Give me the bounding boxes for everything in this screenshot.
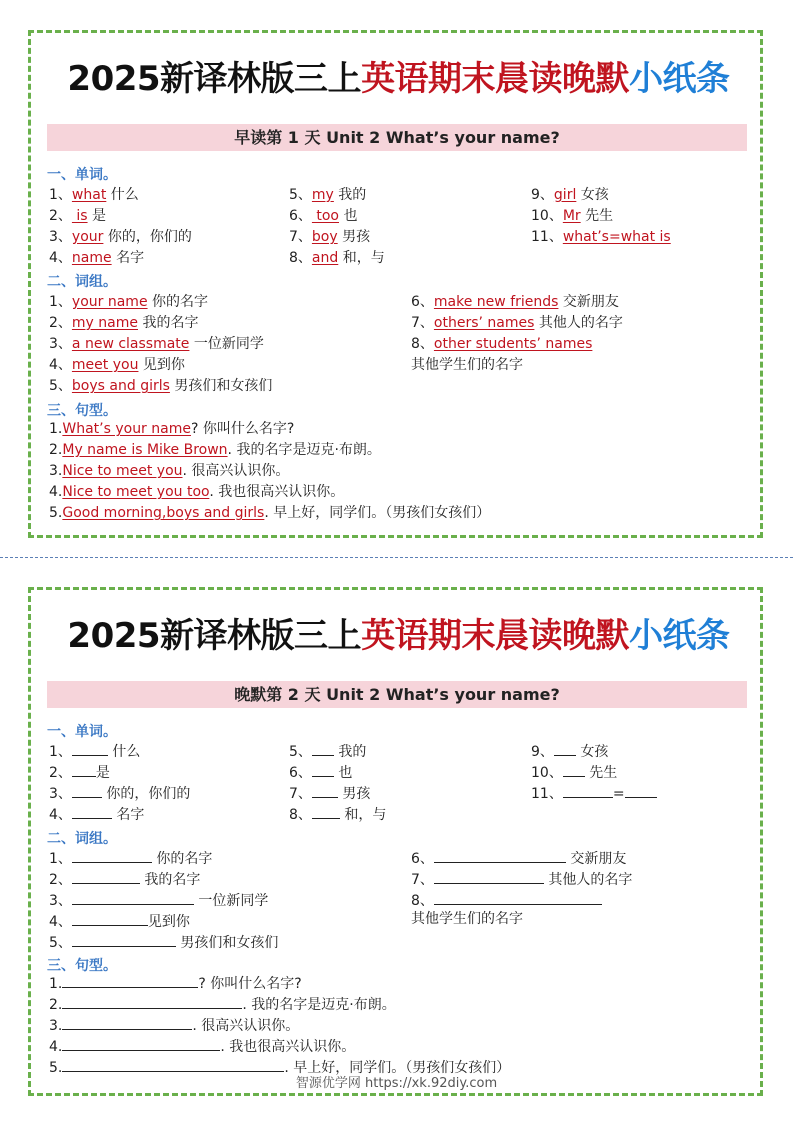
item-number: 2、 [49, 315, 72, 331]
sentence-item [49, 418, 294, 438]
item-number: 8、 [411, 893, 434, 909]
answer-text: others’ names [433, 315, 535, 331]
title-part-black: 2025新译林版三上 [67, 59, 362, 99]
word-item [49, 226, 192, 246]
answer-blank [312, 762, 334, 777]
item-number: 1. [49, 976, 63, 992]
section-words: 一、单词。 [47, 724, 117, 740]
item-meaning: 其他学生们的名字 [411, 357, 523, 373]
sentence-item [49, 1036, 355, 1056]
item-number: 10、 [531, 208, 563, 224]
item-number: 4、 [49, 357, 72, 373]
answer-text: other students’ names [433, 336, 593, 352]
answer-text: a new classmate [71, 336, 190, 352]
answer-blank [72, 911, 148, 926]
item-meaning: = [612, 786, 625, 802]
answer-text: what [71, 187, 107, 203]
item-meaning: 是 [87, 208, 107, 224]
section-sentences: 三、句型。 [47, 403, 117, 419]
item-meaning: 其他学生们的名字 [411, 911, 523, 927]
title-part-red: 英语期末晨读晚默 [361, 59, 630, 99]
day-banner: 晚默第 2 天 Unit 2 What’s your name? [47, 681, 747, 708]
item-meaning: 其他人的名字 [543, 872, 633, 888]
answer-blank [62, 973, 198, 988]
item-meaning: 和，与 [339, 807, 387, 823]
item-meaning: . 我也很高兴认识你。 [220, 1039, 356, 1055]
answer-blank [434, 869, 544, 884]
answer-text: My name is Mike Brown [62, 442, 228, 458]
cut-line [0, 557, 793, 558]
item-meaning: . 我的名字是迈克·布朗。 [242, 997, 396, 1013]
item-number: 3. [49, 463, 63, 479]
answer-text: Mr [562, 208, 581, 224]
word-item [289, 226, 370, 246]
item-number: 11、 [531, 229, 563, 245]
item-number: 5. [49, 505, 63, 521]
word-item [289, 741, 366, 761]
phrase-item [49, 932, 278, 952]
item-number: 5. [49, 1060, 63, 1076]
answer-text: Nice to meet you [62, 463, 183, 479]
word-item [49, 804, 144, 824]
answer-text: too [311, 208, 339, 224]
section-words: 一、单词。 [47, 167, 117, 183]
item-meaning: 你的，你们的 [101, 786, 191, 802]
item-meaning: ? 你叫什么名字? [190, 421, 295, 437]
item-number: 6、 [411, 294, 434, 310]
item-meaning: 和，与 [338, 250, 385, 266]
phrase-item [411, 869, 632, 889]
item-number: 1、 [49, 294, 72, 310]
item-meaning: 我的 [333, 187, 367, 203]
morning-reading-card [28, 30, 763, 538]
item-meaning: 女孩 [575, 744, 609, 760]
answer-text: my name [71, 315, 138, 331]
phrase-item [411, 890, 602, 910]
sentence-item [49, 973, 302, 993]
item-number: 3、 [49, 229, 72, 245]
item-number: 3、 [49, 336, 72, 352]
answer-blank [312, 783, 338, 798]
answer-blank [72, 741, 108, 756]
word-item [289, 762, 352, 782]
item-meaning: 什么 [107, 744, 141, 760]
item-number: 5、 [289, 187, 312, 203]
phrase-item [49, 291, 208, 311]
sentence-item [49, 994, 396, 1014]
card-title [31, 51, 766, 100]
item-number: 9、 [531, 744, 554, 760]
answer-blank [72, 762, 96, 777]
item-meaning: 交新朋友 [558, 294, 619, 310]
item-number: 3、 [49, 893, 72, 909]
item-number: 2、 [49, 208, 72, 224]
sentence-item [49, 460, 289, 480]
answer-text: and [311, 250, 339, 266]
answer-blank [312, 741, 334, 756]
word-item [49, 741, 140, 761]
item-meaning: . 我也很高兴认识你。 [209, 484, 345, 500]
item-number: 6、 [411, 851, 434, 867]
answer-blank [62, 1036, 220, 1051]
word-item [49, 762, 110, 782]
item-meaning: 你的，你们的 [103, 229, 192, 245]
item-meaning: 男孩 [337, 229, 371, 245]
phrase-item [49, 890, 268, 910]
answer-blank [563, 762, 585, 777]
sentence-item [49, 502, 490, 522]
item-meaning: 先生 [580, 208, 614, 224]
item-meaning: 男孩们和女孩们 [169, 378, 273, 394]
phrase-item [411, 291, 619, 311]
item-meaning: 其他人的名字 [534, 315, 623, 331]
item-meaning: 见到你 [138, 357, 185, 373]
item-number: 7、 [411, 872, 434, 888]
answer-text: is [71, 208, 88, 224]
item-meaning: 男孩们和女孩们 [175, 935, 279, 951]
answer-blank [554, 741, 576, 756]
sentence-item [49, 1015, 299, 1035]
phrase-item [49, 911, 190, 931]
word-item [49, 783, 190, 803]
item-number: 5、 [49, 378, 72, 394]
word-item [531, 741, 608, 761]
item-meaning: 交新朋友 [565, 851, 627, 867]
word-item [289, 804, 386, 824]
item-number: 2、 [49, 765, 72, 781]
item-meaning: 什么 [106, 187, 139, 203]
answer-text: boys and girls [71, 378, 170, 394]
item-number: 8、 [289, 807, 312, 823]
card-title [31, 608, 766, 657]
answer-blank [62, 994, 242, 1009]
item-number: 1、 [49, 744, 72, 760]
item-number: 6、 [289, 765, 312, 781]
answer-text: your name [71, 294, 148, 310]
item-number: 11、 [531, 786, 563, 802]
item-number: 4、 [49, 807, 72, 823]
answer-text: name [71, 250, 112, 266]
item-meaning: . 很高兴认识你。 [192, 1018, 300, 1034]
phrase-item [49, 375, 272, 395]
item-meaning: . 早上好，同学们。（男孩们女孩们） [264, 505, 491, 521]
answer-blank [72, 869, 140, 884]
item-number: 5、 [49, 935, 72, 951]
answer-text: boy [311, 229, 338, 245]
word-item [531, 205, 613, 225]
section-phrases: 二、词组。 [47, 274, 117, 290]
answer-blank [72, 932, 176, 947]
word-item [531, 762, 617, 782]
item-meaning: . 很高兴认识你。 [182, 463, 290, 479]
title-part-black: 2025新译林版三上 [67, 616, 362, 656]
item-meaning: 我的名字 [138, 315, 199, 331]
item-number: 4. [49, 1039, 63, 1055]
answer-text: meet you [71, 357, 139, 373]
item-meaning: 名字 [111, 807, 145, 823]
answer-blank [72, 804, 112, 819]
item-meaning: 女孩 [576, 187, 609, 203]
item-number: 7、 [289, 786, 312, 802]
item-meaning: 见到你 [147, 914, 190, 930]
item-meaning: 你的名字 [147, 294, 209, 310]
title-part-blue: 小纸条 [629, 616, 730, 656]
item-number: 1、 [49, 187, 72, 203]
item-number: 4、 [49, 914, 72, 930]
item-number: 3. [49, 1018, 63, 1034]
item-number: 8、 [289, 250, 312, 266]
item-number: 1. [49, 421, 63, 437]
item-number: 7、 [411, 315, 434, 331]
answer-blank [625, 783, 657, 798]
phrase-item [49, 848, 212, 868]
answer-text: my [311, 187, 334, 203]
item-number: 2. [49, 997, 63, 1013]
word-item [289, 783, 370, 803]
item-meaning: 先生 [584, 765, 618, 781]
item-number: 4. [49, 484, 63, 500]
answer-blank [434, 848, 566, 863]
answer-blank [434, 890, 602, 905]
phrase-meaning [411, 354, 523, 374]
title-part-red: 英语期末晨读晚默 [361, 616, 630, 656]
answer-text: Nice to meet you too [62, 484, 210, 500]
answer-text: what’s=what is [562, 229, 671, 245]
answer-text: What’s your name [62, 421, 191, 437]
section-phrases: 二、词组。 [47, 831, 117, 847]
item-number: 2、 [49, 872, 72, 888]
footer-watermark: 智源优学网 https://xk.92diy.com [295, 1076, 498, 1091]
item-meaning: 是 [95, 765, 110, 781]
section-sentences: 三、句型。 [47, 958, 117, 974]
item-number: 2. [49, 442, 63, 458]
answer-text: make new friends [433, 294, 559, 310]
word-item [49, 205, 106, 225]
item-number: 7、 [289, 229, 312, 245]
phrase-item [411, 848, 626, 868]
word-item [49, 184, 139, 204]
evening-dictation-card [28, 587, 763, 1096]
word-item [531, 226, 671, 246]
word-item [49, 247, 144, 267]
title-part-blue: 小纸条 [629, 59, 730, 99]
item-number: 3、 [49, 786, 72, 802]
answer-text: your [71, 229, 104, 245]
answer-blank [62, 1057, 284, 1072]
word-item [289, 184, 366, 204]
word-item [531, 184, 609, 204]
sentence-item [49, 481, 344, 501]
item-meaning: 也 [339, 208, 358, 224]
item-meaning: 也 [333, 765, 353, 781]
phrase-item [49, 312, 198, 332]
sentence-item [49, 439, 381, 459]
answer-blank [72, 890, 194, 905]
phrase-item [49, 869, 200, 889]
answer-text: Good morning,boys and girls [62, 505, 265, 521]
item-number: 8、 [411, 336, 434, 352]
item-meaning: 你的名字 [151, 851, 213, 867]
item-number: 1、 [49, 851, 72, 867]
answer-blank [72, 783, 102, 798]
answer-blank [312, 804, 340, 819]
item-number: 4、 [49, 250, 72, 266]
answer-blank [62, 1015, 192, 1030]
item-number: 10、 [531, 765, 563, 781]
word-item [531, 783, 657, 803]
item-number: 6、 [289, 208, 312, 224]
item-meaning: . 我的名字是迈克·布朗。 [227, 442, 381, 458]
answer-text: girl [553, 187, 577, 203]
item-number: 9、 [531, 187, 554, 203]
answer-blank [72, 848, 152, 863]
item-meaning: 我的 [333, 744, 367, 760]
word-item [289, 247, 385, 267]
answer-blank [563, 783, 613, 798]
item-meaning: ? 你叫什么名字? [198, 976, 302, 992]
phrase-meaning [411, 908, 523, 928]
phrase-item [411, 333, 592, 353]
word-item [289, 205, 357, 225]
item-number: 5、 [289, 744, 312, 760]
item-meaning: 名字 [111, 250, 145, 266]
item-meaning: 男孩 [337, 786, 371, 802]
item-meaning: 一位新同学 [189, 336, 264, 352]
day-banner: 早读第 1 天 Unit 2 What’s your name? [47, 124, 747, 151]
item-meaning: . 早上好，同学们。（男孩们女孩们） [284, 1060, 511, 1076]
phrase-item [49, 354, 185, 374]
item-meaning: 一位新同学 [193, 893, 269, 909]
phrase-item [411, 312, 623, 332]
phrase-item [49, 333, 264, 353]
item-meaning: 我的名字 [139, 872, 201, 888]
